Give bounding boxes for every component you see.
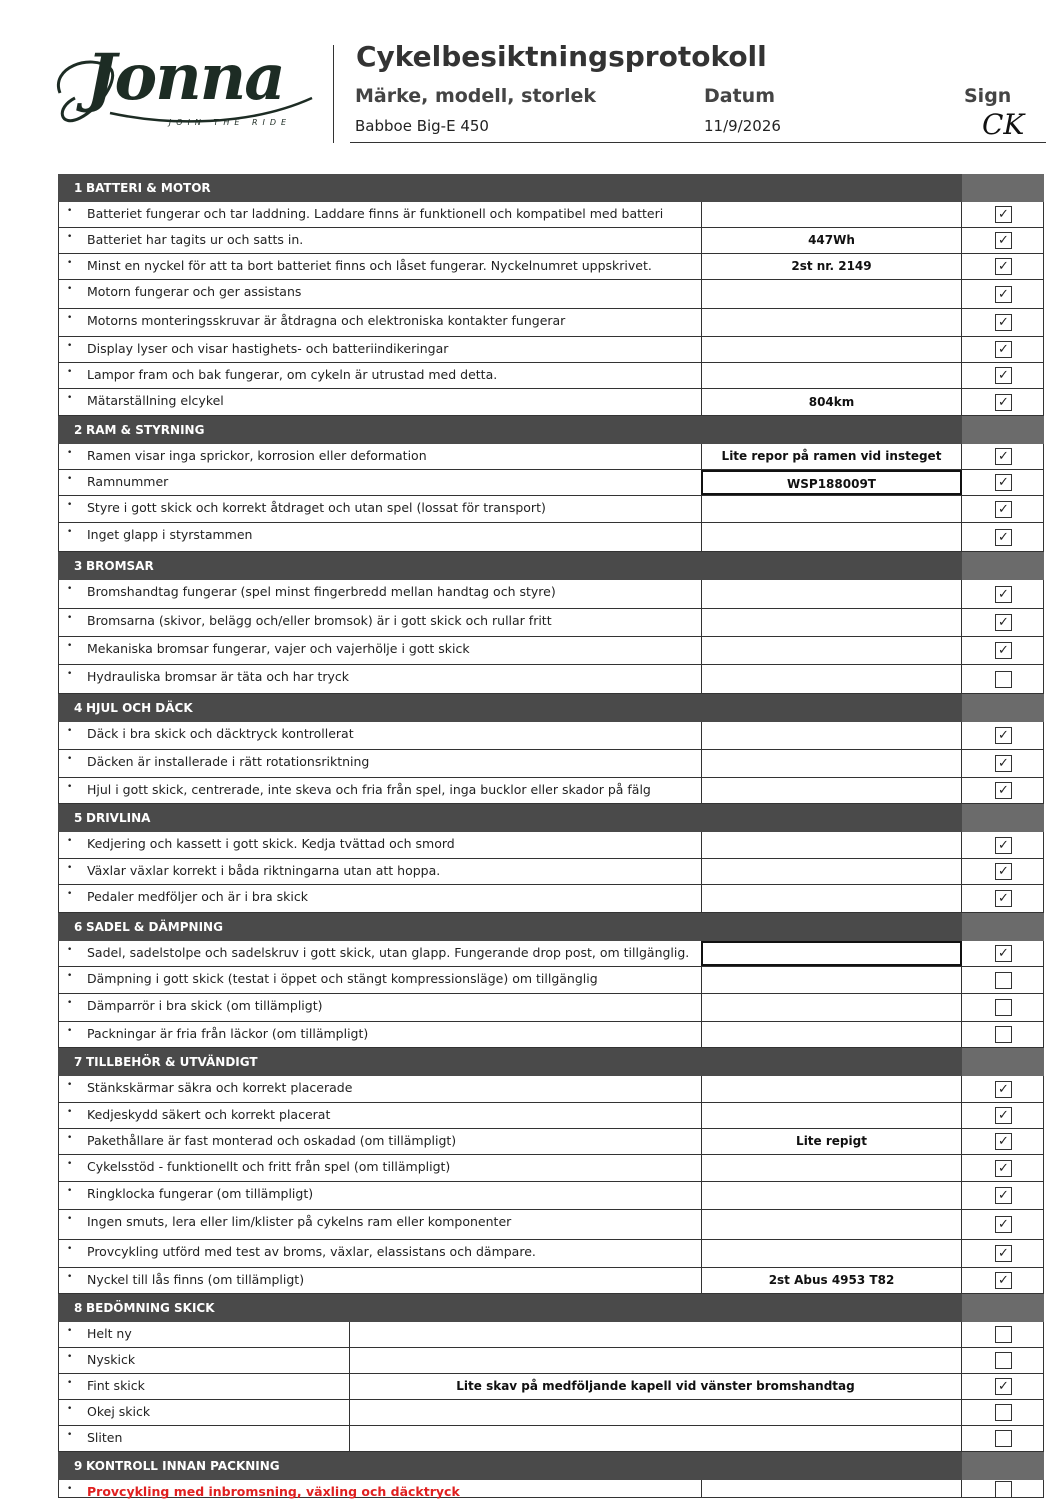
bullet-icon: • <box>67 971 73 981</box>
check-cell <box>962 1210 1045 1239</box>
section-header <box>58 913 1044 941</box>
check-cell <box>962 580 1045 608</box>
check-cell <box>962 1426 1045 1451</box>
check-cell <box>962 832 1045 858</box>
note-field[interactable] <box>701 722 962 749</box>
checklist-row <box>58 1129 1044 1155</box>
checklist-row <box>58 202 1044 228</box>
checklist-item-label: Helt ny <box>87 1326 132 1341</box>
date-label: Datum <box>704 85 775 107</box>
checked-checkbox[interactable]: ✓ <box>995 614 1012 631</box>
checked-checkbox[interactable]: ✓ <box>995 501 1012 518</box>
note-field[interactable] <box>701 665 962 693</box>
checklist-item-label: Dämpning i gott skick (testat i öppet och stängt kompressionsläge) om tillgänglig <box>87 971 598 986</box>
checklist-row <box>58 967 1044 994</box>
checklist-row <box>58 1240 1044 1268</box>
brand-logo <box>50 38 320 138</box>
check-cell <box>962 254 1045 279</box>
checklist-item-label: Kedjering och kassett i gott skick. Kedja tvättad och smord <box>87 836 455 851</box>
checklist-row <box>58 228 1044 254</box>
checklist-item-label: Dämparrör i bra skick (om tillämpligt) <box>87 998 323 1013</box>
checklist-row <box>58 1322 1044 1348</box>
bullet-icon: • <box>67 1107 73 1117</box>
bullet-icon: • <box>67 1244 73 1254</box>
note-field[interactable] <box>701 1022 962 1047</box>
checklist-item-label: Provcykling utförd med test av broms, växlar, elassistans och dämpare. <box>87 1244 536 1259</box>
note-field[interactable] <box>349 1348 962 1373</box>
document-header <box>0 0 1060 160</box>
checked-checkbox[interactable]: ✓ <box>995 837 1012 854</box>
bullet-icon: • <box>67 1272 73 1282</box>
date-value: 11/9/2026 <box>704 117 781 135</box>
checklist-item-label: Ingen smuts, lera eller lim/klister på cykelns ram eller komponenter <box>87 1214 512 1229</box>
check-cell <box>962 1076 1045 1102</box>
checklist-item-label: Cykelsstöd - funktionellt och fritt från spel (om tillämpligt) <box>87 1159 451 1174</box>
section-check-column-header <box>962 1294 1044 1322</box>
check-cell <box>962 665 1045 693</box>
check-cell <box>962 1155 1045 1181</box>
checked-checkbox[interactable]: ✓ <box>995 755 1012 772</box>
checklist-item-label: Nyskick <box>87 1352 136 1367</box>
check-cell <box>962 470 1045 495</box>
note-field[interactable] <box>701 309 962 336</box>
section-title: BEDÖMNING SKICK <box>86 1301 215 1315</box>
bullet-icon: • <box>67 448 73 458</box>
checked-checkbox[interactable]: ✓ <box>995 1160 1012 1177</box>
checklist-item-label: Lampor fram och bak fungerar, om cykeln är utrustad med detta. <box>87 367 498 382</box>
bullet-icon: • <box>67 1326 73 1336</box>
section-number: 1 <box>74 181 83 195</box>
note-field[interactable] <box>701 637 962 664</box>
checked-checkbox[interactable]: ✓ <box>995 1272 1012 1289</box>
section-number: 3 <box>74 559 83 573</box>
checklist-item-label: Stänkskärmar säkra och korrekt placerade <box>87 1080 353 1095</box>
note-field[interactable] <box>701 859 962 884</box>
checked-checkbox[interactable]: ✓ <box>995 474 1012 491</box>
check-cell <box>962 637 1045 664</box>
checklist-item-label: Mätarställning elcykel <box>87 393 224 408</box>
checklist-item-label: Däck i bra skick och däcktryck kontrollerat <box>87 726 354 741</box>
model-value: Babboe Big-E 450 <box>355 117 489 135</box>
empty-checkbox[interactable] <box>995 1404 1012 1421</box>
section-title: BROMSAR <box>86 559 154 573</box>
bullet-icon: • <box>67 726 73 736</box>
checklist-item-label: Styre i gott skick och korrekt åtdraget och utan spel (lossat för transport) <box>87 500 546 515</box>
checked-checkbox[interactable]: ✓ <box>995 945 1012 962</box>
check-cell <box>962 1182 1045 1209</box>
note-field[interactable] <box>701 1076 962 1102</box>
page-title: Cykelbesiktningsprotokoll <box>356 40 767 73</box>
empty-checkbox[interactable] <box>995 1326 1012 1343</box>
check-cell <box>962 1400 1045 1425</box>
bullet-icon: • <box>67 1430 73 1440</box>
checklist-item-label: Växlar växlar korrekt i båda riktningarna utan att hoppa. <box>87 863 441 878</box>
checklist-item-label: Minst en nyckel för att ta bort batteriet finns och låset fungerar. Nyckelnumret uppskrivet. <box>87 258 652 273</box>
checked-checkbox[interactable]: ✓ <box>995 1107 1012 1124</box>
note-field[interactable]: Lite repor på ramen vid insteget <box>701 444 962 469</box>
checked-checkbox[interactable]: ✓ <box>995 586 1012 603</box>
bullet-icon: • <box>67 393 73 403</box>
section-header <box>58 694 1044 722</box>
bullet-icon: • <box>67 232 73 242</box>
checked-checkbox[interactable]: ✓ <box>995 448 1012 465</box>
header-rule <box>350 142 1046 143</box>
checklist-item-label: Sliten <box>87 1430 123 1445</box>
checklist-row <box>58 337 1044 363</box>
bullet-icon: • <box>67 584 73 594</box>
checked-checkbox[interactable]: ✓ <box>995 232 1012 249</box>
section-check-column-header <box>962 1048 1044 1076</box>
note-field[interactable] <box>349 1400 962 1425</box>
section-header <box>58 1048 1044 1076</box>
empty-checkbox[interactable] <box>995 999 1012 1016</box>
checklist-item-label: Motorn fungerar och ger assistans <box>87 284 302 299</box>
checklist-item-label: Inget glapp i styrstammen <box>87 527 253 542</box>
checklist-row <box>58 722 1044 750</box>
checklist-row <box>58 1182 1044 1210</box>
checklist-item-label: Kedjeskydd säkert och korrekt placerat <box>87 1107 331 1122</box>
note-field[interactable] <box>701 941 962 966</box>
checklist-row <box>58 523 1044 552</box>
check-cell <box>962 1103 1045 1128</box>
note-field[interactable] <box>701 1240 962 1267</box>
bullet-icon: • <box>67 1186 73 1196</box>
check-cell <box>962 444 1045 469</box>
checklist-row <box>58 363 1044 389</box>
check-cell <box>962 202 1045 227</box>
bullet-icon: • <box>67 1484 73 1494</box>
section-check-column-header <box>962 174 1044 202</box>
checklist-row <box>58 1426 1044 1452</box>
checked-checkbox[interactable]: ✓ <box>995 1133 1012 1150</box>
bullet-icon: • <box>67 754 73 764</box>
section-title: HJUL OCH DÄCK <box>86 701 193 715</box>
signature-initials: CK <box>982 108 1025 141</box>
note-field[interactable] <box>349 1322 962 1347</box>
empty-checkbox[interactable] <box>995 972 1012 989</box>
section-check-column-header <box>962 694 1044 722</box>
checklist-row <box>58 1103 1044 1129</box>
bullet-icon: • <box>67 341 73 351</box>
checklist-row <box>58 254 1044 280</box>
check-cell <box>962 1268 1045 1293</box>
section-title: TILLBEHÖR & UTVÄNDIGT <box>86 1055 258 1069</box>
section-title: SADEL & DÄMPNING <box>86 920 223 934</box>
bullet-icon: • <box>67 782 73 792</box>
note-field[interactable] <box>701 750 962 777</box>
checked-checkbox[interactable]: ✓ <box>995 1378 1012 1395</box>
checklist-item-label: Fint skick <box>87 1378 145 1393</box>
bullet-icon: • <box>67 1133 73 1143</box>
checklist-row <box>58 778 1044 804</box>
checklist-row <box>58 750 1044 778</box>
note-field[interactable] <box>701 994 962 1021</box>
check-cell <box>962 994 1045 1021</box>
bullet-icon: • <box>67 258 73 268</box>
check-cell <box>962 523 1045 551</box>
checklist-row <box>58 941 1044 967</box>
checklist-row <box>58 1210 1044 1240</box>
empty-checkbox[interactable] <box>995 1352 1012 1369</box>
section-number: 4 <box>74 701 83 715</box>
checklist-row <box>58 280 1044 309</box>
checklist-row <box>58 1348 1044 1374</box>
note-field[interactable]: Lite skav på medföljande kapell vid vänster bromshandtag <box>349 1374 962 1399</box>
checklist-item-label: Pedaler medföljer och är i bra skick <box>87 889 308 904</box>
note-field[interactable] <box>349 1426 962 1451</box>
section-header <box>58 552 1044 580</box>
note-field[interactable] <box>701 363 962 388</box>
section-number: 5 <box>74 811 83 825</box>
checklist-row <box>58 1076 1044 1103</box>
logo-wordmark: Jonna <box>86 40 284 115</box>
bullet-icon: • <box>67 613 73 623</box>
note-field[interactable] <box>701 1155 962 1181</box>
checked-checkbox[interactable]: ✓ <box>995 727 1012 744</box>
check-cell <box>962 280 1045 308</box>
sign-label: Sign <box>964 85 1012 107</box>
checklist-item-label: Bromshandtag fungerar (spel minst fingerbredd mellan handtag och styre) <box>87 584 556 599</box>
note-field[interactable] <box>701 580 962 608</box>
bullet-icon: • <box>67 1159 73 1169</box>
checklist-row <box>58 885 1044 913</box>
checklist-row <box>58 637 1044 665</box>
empty-checkbox[interactable] <box>995 1026 1012 1043</box>
section-number: 2 <box>74 423 83 437</box>
checked-checkbox[interactable]: ✓ <box>995 286 1012 303</box>
note-field[interactable] <box>701 1182 962 1209</box>
check-cell <box>962 1240 1045 1267</box>
checked-checkbox[interactable]: ✓ <box>995 258 1012 275</box>
checked-checkbox[interactable]: ✓ <box>995 642 1012 659</box>
bullet-icon: • <box>67 1026 73 1036</box>
checklist-row <box>58 859 1044 885</box>
note-field[interactable] <box>701 280 962 308</box>
section-title: BATTERI & MOTOR <box>86 181 211 195</box>
section-number: 9 <box>74 1459 83 1473</box>
check-cell <box>962 750 1045 777</box>
checked-checkbox[interactable]: ✓ <box>995 1216 1012 1233</box>
checklist-item-label: Packningar är fria från läckor (om tillämpligt) <box>87 1026 369 1041</box>
bullet-icon: • <box>67 1352 73 1362</box>
checklist-item-label: Ramnummer <box>87 474 169 489</box>
header-divider <box>333 45 334 143</box>
section-number: 6 <box>74 920 83 934</box>
bullet-icon: • <box>67 1214 73 1224</box>
checklist-item-label: Batteriet fungerar och tar laddning. Laddare finns är funktionell och kompatibel med batteri <box>87 206 664 221</box>
bullet-icon: • <box>67 889 73 899</box>
note-field[interactable] <box>701 1210 962 1239</box>
check-cell <box>962 609 1045 636</box>
checklist-row <box>58 994 1044 1022</box>
checklist-item-label: Hydrauliska bromsar är täta och har tryck <box>87 669 349 684</box>
inspection-checklist <box>58 174 1044 1498</box>
checklist-item-label: Ringklocka fungerar (om tillämpligt) <box>87 1186 314 1201</box>
empty-checkbox[interactable] <box>995 1430 1012 1447</box>
checklist-row <box>58 1480 1044 1498</box>
checked-checkbox[interactable]: ✓ <box>995 394 1012 411</box>
model-label: Märke, modell, storlek <box>355 85 596 107</box>
checklist-row <box>58 1155 1044 1182</box>
check-cell <box>962 1374 1045 1399</box>
checked-checkbox[interactable]: ✓ <box>995 529 1012 546</box>
checked-checkbox[interactable]: ✓ <box>995 1187 1012 1204</box>
note-field[interactable]: 2st Abus 4953 T82 <box>701 1268 962 1293</box>
empty-checkbox[interactable] <box>995 1481 1012 1498</box>
checklist-item-label: Ramen visar inga sprickor, korrosion eller deformation <box>87 448 427 463</box>
bullet-icon: • <box>67 669 73 679</box>
bullet-icon: • <box>67 284 73 294</box>
checklist-item-label: Pakethållare är fast monterad och oskadad (om tillämpligt) <box>87 1133 457 1148</box>
bullet-icon: • <box>67 367 73 377</box>
check-cell <box>962 1129 1045 1154</box>
checked-checkbox[interactable]: ✓ <box>995 367 1012 384</box>
check-cell <box>962 228 1045 253</box>
note-field[interactable] <box>701 523 962 551</box>
note-field[interactable] <box>701 496 962 522</box>
check-cell <box>962 1322 1045 1347</box>
checked-checkbox[interactable]: ✓ <box>995 1081 1012 1098</box>
checklist-item-label: Display lyser och visar hastighets- och batteriindikeringar <box>87 341 449 356</box>
checklist-item-label: Sadel, sadelstolpe och sadelskruv i gott skick, utan glapp. Fungerande drop post, om tillgänglig. <box>87 945 690 960</box>
bullet-icon: • <box>67 1404 73 1414</box>
checklist-row <box>58 832 1044 859</box>
note-field[interactable]: 2st nr. 2149 <box>701 254 962 279</box>
section-header <box>58 174 1044 202</box>
check-cell <box>962 309 1045 336</box>
section-check-column-header <box>962 1452 1044 1480</box>
checked-checkbox[interactable]: ✓ <box>995 782 1012 799</box>
checklist-item-label: Motorns monteringsskruvar är åtdragna och elektroniska kontakter fungerar <box>87 313 566 328</box>
section-title: DRIVLINA <box>86 811 151 825</box>
checklist-item-label: Hjul i gott skick, centrerade, inte skeva och fria från spel, inga bucklor eller skador på fälg <box>87 782 651 797</box>
check-cell <box>962 967 1045 993</box>
bullet-icon: • <box>67 836 73 846</box>
checklist-row <box>58 1022 1044 1048</box>
note-field[interactable] <box>701 1480 962 1497</box>
checklist-row <box>58 389 1044 416</box>
checked-checkbox[interactable]: ✓ <box>995 314 1012 331</box>
check-cell <box>962 885 1045 912</box>
check-cell <box>962 1022 1045 1047</box>
section-header <box>58 1294 1044 1322</box>
note-field[interactable] <box>701 885 962 912</box>
bullet-icon: • <box>67 641 73 651</box>
checked-checkbox[interactable]: ✓ <box>995 206 1012 223</box>
section-title: RAM & STYRNING <box>86 423 205 437</box>
check-cell <box>962 363 1045 388</box>
note-field[interactable]: Lite repigt <box>701 1129 962 1154</box>
bullet-icon: • <box>67 1378 73 1388</box>
section-header <box>58 416 1044 444</box>
empty-checkbox[interactable] <box>995 671 1012 688</box>
section-number: 7 <box>74 1055 83 1069</box>
note-field[interactable]: WSP188009T <box>701 470 962 495</box>
note-field[interactable] <box>701 1103 962 1128</box>
bullet-icon: • <box>67 527 73 537</box>
checklist-row <box>58 1268 1044 1294</box>
checklist-row <box>58 665 1044 694</box>
section-check-column-header <box>962 552 1044 580</box>
section-header <box>58 1452 1044 1480</box>
bullet-icon: • <box>67 1080 73 1090</box>
checklist-row <box>58 1400 1044 1426</box>
checklist-row <box>58 496 1044 523</box>
checked-checkbox[interactable]: ✓ <box>995 1245 1012 1262</box>
checklist-row <box>58 609 1044 637</box>
checklist-row <box>58 580 1044 609</box>
check-cell <box>962 496 1045 522</box>
section-check-column-header <box>962 804 1044 832</box>
checklist-row <box>58 444 1044 470</box>
checklist-row <box>58 470 1044 496</box>
checklist-item-label: Okej skick <box>87 1404 151 1419</box>
section-number: 8 <box>74 1301 83 1315</box>
section-check-column-header <box>962 416 1044 444</box>
check-cell <box>962 1348 1045 1373</box>
check-cell <box>962 389 1045 415</box>
bullet-icon: • <box>67 863 73 873</box>
note-field[interactable] <box>701 778 962 803</box>
bullet-icon: • <box>67 313 73 323</box>
checked-checkbox[interactable]: ✓ <box>995 341 1012 358</box>
note-field[interactable] <box>701 337 962 362</box>
section-header <box>58 804 1044 832</box>
bullet-icon: • <box>67 998 73 1008</box>
checked-checkbox[interactable]: ✓ <box>995 890 1012 907</box>
checklist-item-label: Batteriet har tagits ur och satts in. <box>87 232 304 247</box>
note-field[interactable] <box>701 609 962 636</box>
checklist-item-label: Mekaniska bromsar fungerar, vajer och vajerhölje i gott skick <box>87 641 470 656</box>
checklist-row <box>58 1374 1044 1400</box>
bullet-icon: • <box>67 945 73 955</box>
note-field[interactable] <box>701 832 962 858</box>
checklist-row <box>58 309 1044 337</box>
checklist-item-label: Bromsarna (skivor, belägg och/eller bromsok) är i gott skick och rullar fritt <box>87 613 552 628</box>
checklist-item-label: Provcykling med inbromsning, växling och däcktryck <box>87 1484 460 1499</box>
check-cell <box>962 941 1045 966</box>
check-cell <box>962 1480 1045 1497</box>
check-cell <box>962 337 1045 362</box>
bullet-icon: • <box>67 474 73 484</box>
checklist-item-label: Däcken är installerade i rätt rotationsriktning <box>87 754 370 769</box>
note-field[interactable]: 804km <box>701 389 962 415</box>
note-field[interactable] <box>701 202 962 227</box>
check-cell <box>962 859 1045 884</box>
note-field[interactable]: 447Wh <box>701 228 962 253</box>
checklist-item-label: Nyckel till lås finns (om tillämpligt) <box>87 1272 305 1287</box>
check-cell <box>962 778 1045 803</box>
section-check-column-header <box>962 913 1044 941</box>
bullet-icon: • <box>67 500 73 510</box>
check-cell <box>962 722 1045 749</box>
logo-tagline: JOIN THE RIDE <box>168 118 292 127</box>
bullet-icon: • <box>67 206 73 216</box>
section-title: KONTROLL INNAN PACKNING <box>86 1459 280 1473</box>
note-field[interactable] <box>701 967 962 993</box>
checked-checkbox[interactable]: ✓ <box>995 863 1012 880</box>
